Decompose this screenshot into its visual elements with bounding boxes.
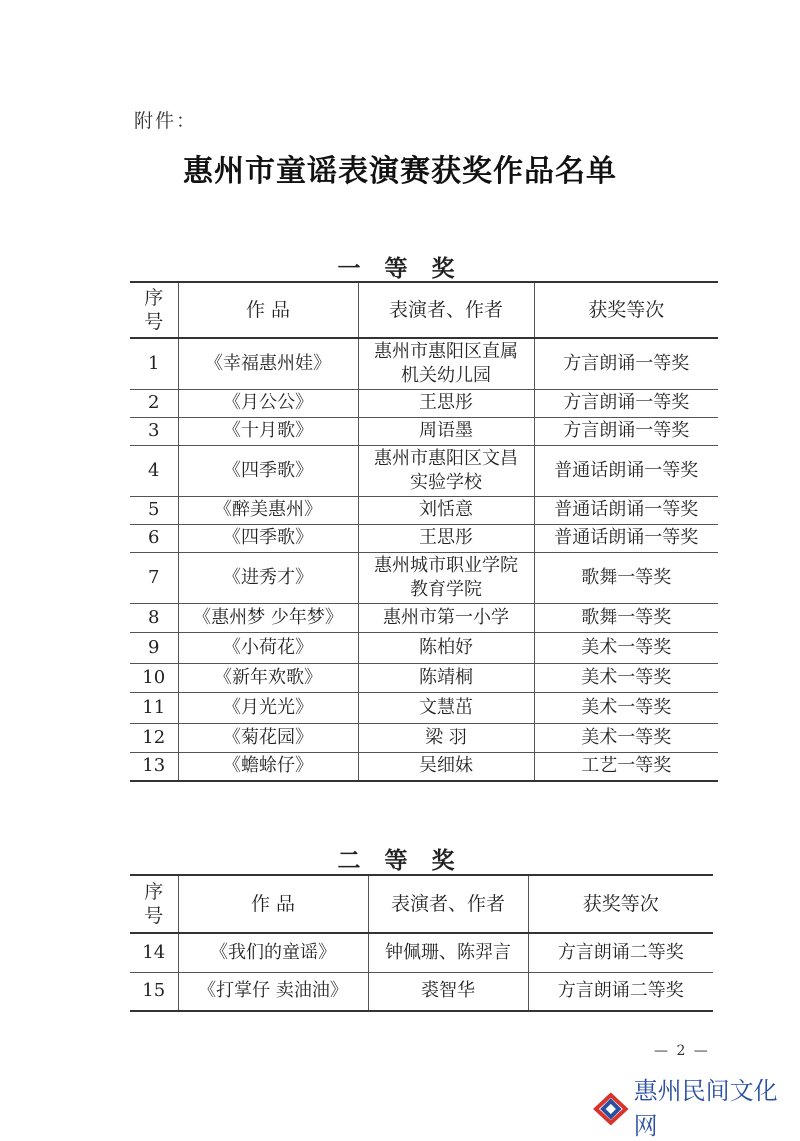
cell-performer-text: 王思彤 [419,527,473,548]
cell-seq [130,603,178,632]
cell-work [178,692,358,723]
cell-work [178,603,358,632]
cell-performer [358,338,534,389]
cell-performer [358,723,534,752]
table-header-row [130,282,718,338]
cell-seq [130,496,178,524]
cell-performer [358,663,534,692]
cell-seq [130,752,178,781]
cell-performer [358,389,534,417]
first-prize-table [130,281,718,782]
cell-work-text: 《醉美惠州》 [214,499,322,520]
cell-award [534,417,718,445]
cell-performer-text: 王思彤 [419,392,473,413]
cell-award [534,338,718,389]
cell-performer-text: 惠州城市职业学院教育学院 [374,554,518,600]
second-prize-table [130,874,713,1012]
section-title-second-prize: 二 等 奖 [337,847,463,874]
header-performer: 表演者、作者 [368,875,528,933]
table-row [130,663,718,692]
table-row [130,752,718,781]
cell-performer [358,552,534,603]
cell-seq [130,417,178,445]
cell-seq-text: 7 [148,566,160,588]
header-seq: 序号 [130,282,178,338]
cell-work-text: 《四季歌》 [223,527,313,548]
cell-work-text: 《幸福惠州娃》 [205,352,331,374]
cell-work [178,524,358,552]
cell-award-text: 方言朗诵二等奖 [557,980,684,1002]
cell-performer-text: 吴细妹 [419,755,473,777]
cell-award-text: 歌舞一等奖 [581,606,672,628]
cell-award [534,552,718,603]
table-row [130,338,718,389]
cell-work [178,933,368,972]
cell-work [178,552,358,603]
cell-seq [130,338,178,389]
cell-award-text: 方言朗诵一等奖 [563,392,690,413]
cell-work [178,752,358,781]
cell-award-text: 普通话朗诵一等奖 [554,499,699,520]
cell-work [178,972,368,1011]
cell-seq-text: 12 [142,726,166,748]
cell-seq [130,933,178,972]
cell-performer-text: 周语墨 [419,420,473,441]
cell-award [534,603,718,632]
cell-work-text: 《打掌仔 卖油油》 [198,980,348,1002]
cell-award-text: 普通话朗诵一等奖 [554,527,699,548]
cell-performer [358,445,534,496]
header-performer: 表演者、作者 [358,282,534,338]
cell-work [178,338,358,389]
cell-work-text: 《十月歌》 [223,420,313,441]
cell-performer-text: 惠州市惠阳区文昌实验学校 [374,447,518,493]
header-award: 获奖等次 [528,875,713,933]
cell-award [534,389,718,417]
table-row [130,524,718,552]
cell-seq-text: 9 [148,636,160,658]
table-row [130,603,718,632]
cell-work-text: 《蟾蜍仔》 [223,755,313,777]
watermark [592,1077,800,1140]
table-row [130,933,713,972]
cell-work [178,632,358,663]
cell-work [178,723,358,752]
cell-seq [130,692,178,723]
cell-award-text: 方言朗诵二等奖 [557,941,684,963]
cell-award [534,632,718,663]
cell-work-text: 《我们的童谣》 [210,941,336,963]
document-title: 惠州市童谣表演赛获奖作品名单 [183,154,617,189]
cell-seq [130,632,178,663]
header-work: 作 品 [178,282,358,338]
cell-seq-text: 3 [148,420,160,441]
cell-seq-text: 2 [148,392,160,413]
table-row [130,723,718,752]
cell-work [178,663,358,692]
cell-work-text: 《进秀才》 [223,566,313,588]
table-row [130,692,718,723]
cell-work-text: 《惠州梦 少年梦》 [193,606,343,628]
cell-award [534,723,718,752]
cell-seq [130,524,178,552]
watermark-text: 惠州民间文化网 [633,1077,778,1140]
cell-award-text: 方言朗诵一等奖 [563,420,690,441]
cell-work-text: 《月光光》 [223,696,313,718]
table-row [130,417,718,445]
cell-performer [358,752,534,781]
cell-work-text: 《新年欢歌》 [214,666,322,688]
cell-performer [368,972,528,1011]
cell-award-text: 美术一等奖 [581,696,672,718]
cell-seq-text: 15 [142,980,166,1002]
cell-seq-text: 5 [148,499,160,520]
cell-award-text: 美术一等奖 [581,726,672,748]
cell-performer-text: 惠州市惠阳区直属机关幼儿园 [374,340,518,386]
site-logo-icon [592,1087,630,1125]
cell-award-text: 普通话朗诵一等奖 [554,459,699,481]
attachment-label: 附件： [134,110,198,132]
table-row [130,496,718,524]
cell-performer [358,496,534,524]
cell-seq-text: 14 [142,941,166,963]
cell-seq [130,723,178,752]
cell-work [178,445,358,496]
cell-award [534,752,718,781]
cell-seq-text: 13 [142,755,166,777]
table-row [130,389,718,417]
cell-performer [358,603,534,632]
cell-performer-text: 文慧茁 [419,696,473,718]
table-row [130,552,718,603]
cell-performer [368,933,528,972]
header-work: 作 品 [178,875,368,933]
cell-seq [130,389,178,417]
cell-performer-text: 梁 羽 [425,726,467,748]
cell-seq [130,663,178,692]
cell-performer [358,524,534,552]
table-row [130,445,718,496]
header-seq: 序号 [130,875,178,933]
cell-seq [130,972,178,1011]
cell-performer [358,692,534,723]
cell-seq-text: 4 [148,459,160,481]
cell-award-text: 工艺一等奖 [581,755,672,777]
cell-work [178,389,358,417]
cell-seq-text: 1 [148,352,160,374]
cell-award [534,524,718,552]
cell-performer [358,632,534,663]
cell-seq-text: 10 [142,666,166,688]
cell-award [528,972,713,1011]
cell-performer-text: 惠州市第一小学 [383,606,509,628]
cell-seq [130,552,178,603]
cell-work-text: 《月公公》 [223,392,313,413]
cell-performer-text: 陈柏妤 [419,636,473,658]
cell-seq-text: 11 [142,696,166,718]
cell-award-text: 美术一等奖 [581,666,672,688]
cell-performer-text: 陈靖桐 [419,666,473,688]
cell-seq-text: 8 [148,606,160,628]
cell-seq-text: 6 [148,527,160,548]
table-row [130,632,718,663]
page-number: — 2 — [654,1043,710,1059]
table-row [130,972,713,1011]
section-title-first-prize: 一 等 奖 [337,255,463,282]
cell-seq [130,445,178,496]
table-header-row [130,875,713,933]
cell-award [534,496,718,524]
cell-work [178,417,358,445]
cell-performer-text: 刘恬意 [419,499,473,520]
header-award: 获奖等次 [534,282,718,338]
cell-award-text: 方言朗诵一等奖 [563,352,690,374]
cell-work-text: 《小荷花》 [223,636,313,658]
cell-award [534,692,718,723]
cell-performer-text: 裘智华 [421,980,475,1002]
cell-award [534,663,718,692]
cell-award-text: 美术一等奖 [581,636,672,658]
cell-award-text: 歌舞一等奖 [581,566,672,588]
cell-work [178,496,358,524]
cell-award [534,445,718,496]
cell-work-text: 《菊花园》 [223,726,313,748]
cell-performer [358,417,534,445]
cell-award [528,933,713,972]
cell-work-text: 《四季歌》 [223,459,313,481]
cell-performer-text: 钟佩珊、陈羿言 [385,941,511,963]
